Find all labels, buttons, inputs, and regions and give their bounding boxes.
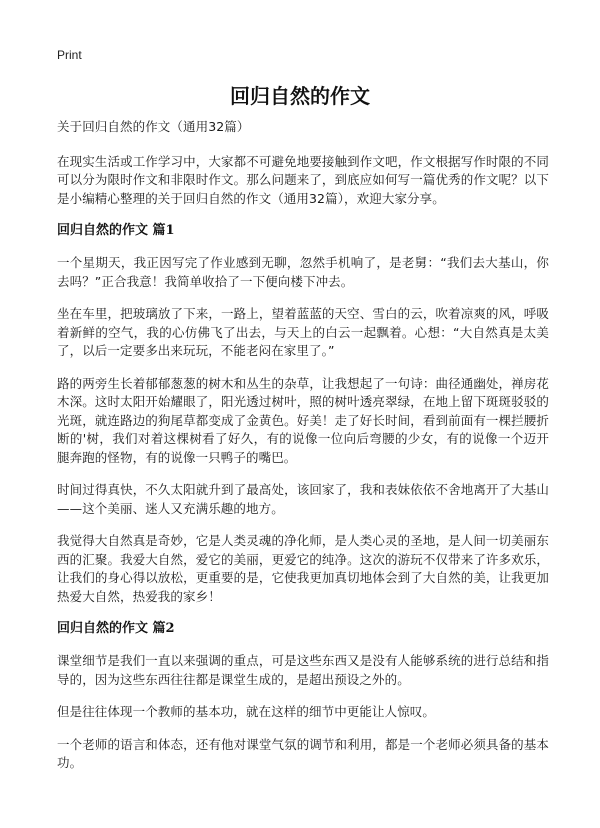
section-heading-1: 回归自然的作文 篇1 (57, 223, 175, 238)
section-2-paragraph-3: 一个老师的语言和体态，还有他对课堂气氛的调节和利用，都是一个老师必须具备的基本功。 (57, 736, 549, 770)
print-label: Print (57, 48, 82, 62)
document-subtitle: 关于回归自然的作文（通用32篇） (57, 119, 250, 134)
section-2-paragraph-1: 课堂细节是我们一直以来强调的重点，可是这些东西又是没有人能够系统的进行总结和指导的，因为这些东西往往都是课堂生成的，是超出预设之外的。 (57, 653, 549, 687)
section-1-paragraph-5: 我觉得大自然真是奇妙，它是人类灵魂的净化师，是人类心灵的圣地，是人间一切美丽东西的汇聚。我爱大自然，爱它的美丽，更爱它的纯净。这次的游玩不仅带来了许多欢乐，让我们的身心得以放松，更重要的是，它使我更加真切地体会到了大自然的美，让我更加热爱大自然，热爱我的家乡！ (57, 533, 549, 604)
section-1-paragraph-4: 时间过得真快，不久太阳就升到了最高处，该回家了，我和表妹依依不舍地离开了大基山——这个美丽、迷人又充满乐趣的地方。 (57, 482, 549, 516)
page-title: 回归自然的作文 (230, 84, 370, 108)
section-heading-2: 回归自然的作文 篇2 (57, 621, 175, 636)
section-1-paragraph-2: 坐在车里，把玻璃放了下来，一路上，望着蓝蓝的天空、雪白的云，吹着凉爽的风，呼吸着新鲜的空气，我的心仿佛飞了出去，与天上的白云一起飘着。心想：“大自然真是太美了，以后一定要多出来玩玩，不能老闷在家里了。” (57, 306, 549, 358)
section-2-paragraph-2: 但是往往体现一个教师的基本功，就在这样的细节中更能让人惊叹。 (57, 704, 436, 719)
document-body (57, 118, 549, 787)
intro-paragraph: 在现实生活或工作学习中，大家都不可避免地要接触到作文吧，作文根据写作时限的不同可以分为限时作文和非限时作文。那么问题来了，到底应如何写一篇优秀的作文呢？以下是小编精心整理的关于回归自然的作文（通用32篇），欢迎大家分享。 (57, 153, 549, 206)
section-1-paragraph-3: 路的两旁生长着郁郁葱葱的树木和丛生的杂草，让我想起了一句诗：曲径通幽处，禅房花木深。这时太阳开始耀眼了，阳光透过树叶，照的树叶透亮翠绿，在地上留下斑斑驳驳的光斑，就连路边的狗尾草都变成了金黄色。好美！走了好长时间，看到前面有一棵拦腰折断的'树，我们对着这棵树看了好久，有的说像一位向后弯腰的少女，有的说像一个迈开腿奔跑的怪物，有的说像一只鸭子的嘴巴。 (57, 375, 549, 465)
section-1-paragraph-1: 一个星期天，我正因写完了作业感到无聊，忽然手机响了，是老舅：“我们去大基山，你去吗？”正合我意！我简单收拾了一下便向楼下冲去。 (57, 255, 549, 289)
